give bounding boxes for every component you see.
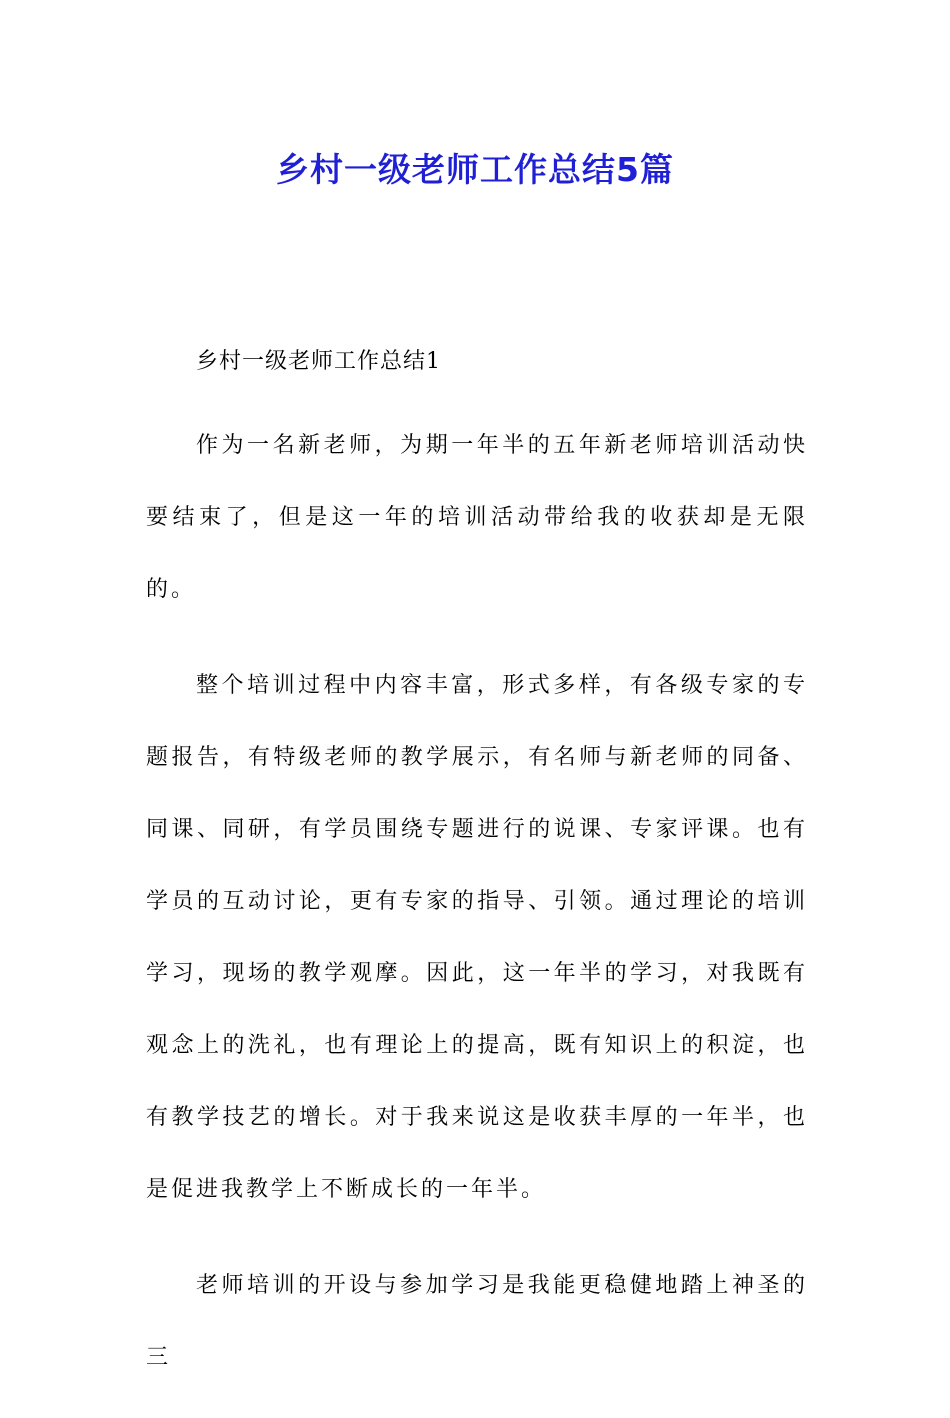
document-title: 乡村一级老师工作总结5篇 — [276, 150, 674, 190]
paragraph-2: 整个培训过程中内容丰富，形式多样，有各级专家的专题报告，有特级老师的教学展示，有名师与新老师的同备、同课、同研，有学员围绕专题进行的说课、专家评课。也有学员的互动讨论，更有专家的指导、引领。通过理论的培训学习，现场的教学观摩。因此，这一年半的学习，对我既有观念上的洗礼，也有理论上的提高，既有知识上的积淀，也有教学技艺的增长。对于我来说这是收获丰厚的一年半，也是促进我教学上不断成长的一年半。 — [146, 673, 808, 1202]
document-body — [146, 338, 808, 1418]
paragraph-3: 老师培训的开设与参加学习是我能更稳健地踏上神圣的三 — [146, 1273, 808, 1370]
section-heading: 乡村一级老师工作总结1 — [196, 349, 441, 374]
paragraph-1: 作为一名新老师，为期一年半的五年新老师培训活动快要结束了，但是这一年的培训活动带给我的收获却是无限的。 — [146, 433, 808, 602]
